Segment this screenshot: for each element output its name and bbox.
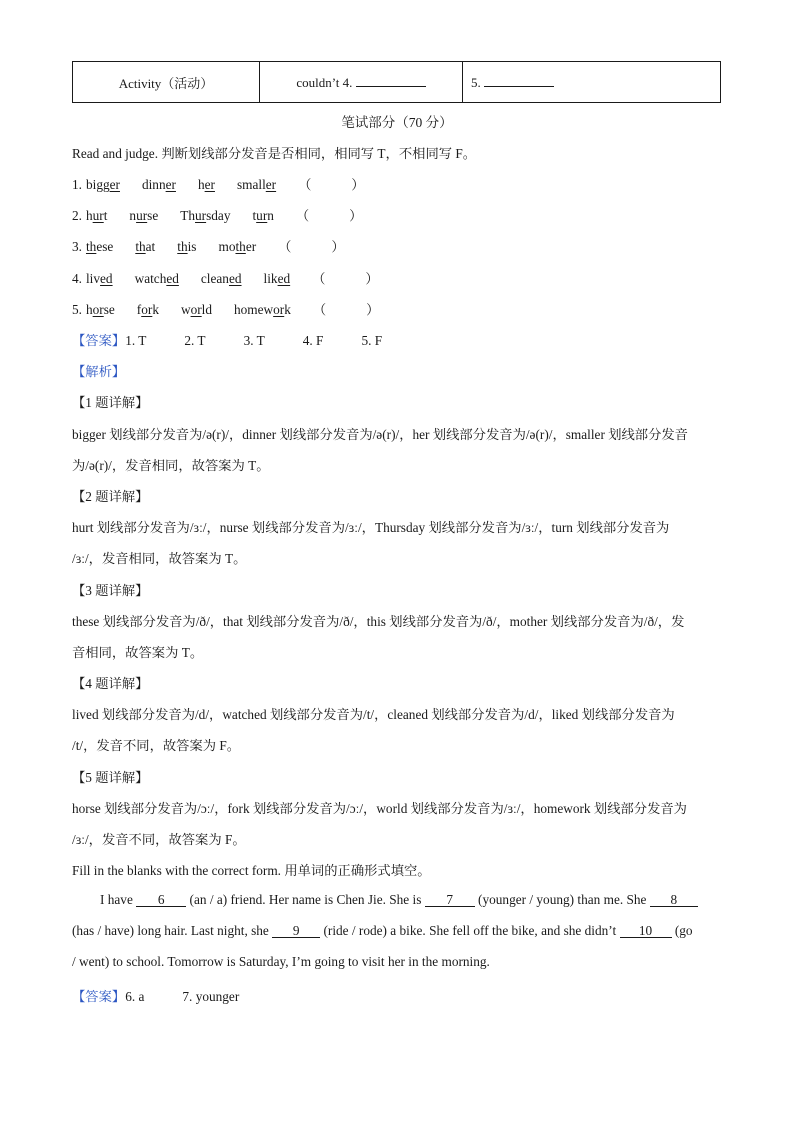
table-cell-couldnt: [260, 62, 463, 103]
underlined-part: th: [85, 239, 97, 254]
activity-table: [72, 61, 721, 103]
question-word: [86, 271, 113, 287]
detail-line: /ɜː/，发音不同，故答案为 F。: [72, 832, 246, 847]
blank-line: [356, 74, 426, 87]
underlined-part: ur: [136, 208, 148, 223]
question-line: [72, 268, 379, 287]
part2-instruction: Fill in the blanks with the correct form. 用单词的正确形式填空。: [72, 863, 431, 878]
blank-line: [484, 74, 554, 87]
underlined-part: ur: [92, 208, 104, 223]
underlined-part: or: [190, 302, 202, 317]
word-part: watch: [134, 271, 167, 286]
question-word: [177, 239, 196, 255]
question-number: 1.: [72, 177, 82, 192]
word-part: small: [236, 177, 266, 192]
word-part: n: [267, 208, 274, 223]
detail-line: hurt 划线部分发音为/ɜː/，nurse 划线部分发音为/ɜː/，Thursday 划线部分发音为/ɜː/，turn 划线部分发音为: [72, 520, 670, 535]
passage-text: (younger / young) than me. She: [474, 892, 650, 907]
answer-item: 6. a: [125, 989, 145, 1004]
word-part: h: [85, 208, 93, 223]
question-line: [72, 236, 345, 255]
underlined-part: th: [177, 239, 188, 254]
detail-tag: 【2 题详解】: [72, 489, 149, 504]
part1-instruction: Read and judge. 判断划线部分发音是否相同，相同写 T，不相同写 F。: [72, 146, 477, 161]
question-line: [72, 205, 362, 224]
answer-item: 4. F: [302, 333, 324, 348]
word-part: t: [252, 208, 257, 223]
word-part: liv: [85, 271, 101, 286]
question-number: 3.: [72, 239, 82, 254]
blank-7: 7: [425, 893, 475, 907]
question-word: [218, 239, 256, 255]
question-word: [237, 177, 276, 193]
answer-item: 2. T: [184, 333, 206, 348]
answer-row: [72, 330, 420, 349]
word-part: clean: [200, 271, 229, 286]
word-part: homew: [234, 302, 274, 317]
question-word: [234, 302, 291, 318]
word-part: at: [145, 239, 156, 254]
answer-item: 3. T: [243, 333, 265, 348]
word-part: t: [103, 208, 108, 223]
word-part: se: [147, 208, 159, 223]
word-part: k: [284, 302, 291, 317]
question-number: 2.: [72, 208, 82, 223]
word-part: is: [187, 239, 197, 254]
cell-label: 5.: [471, 74, 481, 90]
underlined-part: or: [92, 302, 104, 317]
question-word: [142, 177, 176, 193]
passage-line-2: [72, 923, 693, 939]
underlined-part: ur: [195, 208, 207, 223]
underlined-part: or: [273, 302, 285, 317]
question-word: [135, 239, 155, 255]
word-part: h: [85, 302, 93, 317]
word-part: dinn: [141, 177, 166, 192]
word-part: ld: [201, 302, 212, 317]
table-row: [73, 62, 721, 103]
word-part: w: [180, 302, 191, 317]
detail-line: bigger 划线部分发音为/ə(r)/，dinner 划线部分发音为/ə(r)/，her 划线部分发音为/ə(r)/，smaller 划线部分发音: [72, 427, 688, 442]
blank-6: 6: [136, 893, 186, 907]
detail-line: lived 划线部分发音为/d/，watched 划线部分发音为/t/，cleaned 划线部分发音为/d/，liked 划线部分发音为: [72, 707, 675, 722]
question-line: [72, 174, 365, 193]
question-word: [198, 177, 215, 193]
section-title: 笔试部分（70 分）: [341, 115, 453, 130]
blank-9: 9: [272, 924, 320, 938]
detail-line: these 划线部分发音为/ð/，that 划线部分发音为/ð/，this 划线部分发音为/ð/，mother 划线部分发音为/ð/，发: [72, 614, 685, 629]
word-part: Th: [180, 208, 196, 223]
underlined-part: er: [204, 177, 215, 192]
word-part: h: [197, 177, 205, 192]
table-cell-5: [463, 62, 721, 103]
underlined-part: ed: [228, 271, 242, 286]
answer-row-2: [72, 986, 277, 1005]
analysis-tag: 【解析】: [72, 364, 126, 379]
passage-text: (go: [671, 923, 693, 938]
detail-line: /t/，发音不同，故答案为 F。: [72, 738, 241, 753]
answer-tag: 【答案】: [72, 333, 126, 348]
word-part: er: [245, 239, 257, 254]
detail-line: /ɜː/，发音相同，故答案为 T。: [72, 551, 247, 566]
passage-text: (ride / rode) a bike. She fell off the bike, and she didn’t: [320, 923, 620, 938]
cell-label: couldn’t 4.: [296, 74, 353, 90]
answer-item: 7. younger: [182, 989, 240, 1004]
word-part: se: [103, 302, 115, 317]
detail-tag: 【4 题详解】: [72, 676, 149, 691]
underlined-part: er: [165, 177, 176, 192]
detail-tag: 【1 题详解】: [72, 395, 149, 410]
detail-line: horse 划线部分发音为/ɔː/，fork 划线部分发音为/ɔː/，world 划线部分发音为/ɜː/，homework 划线部分发音为: [72, 801, 687, 816]
answer-item: 1. T: [125, 333, 147, 348]
underlined-part: er: [109, 177, 120, 192]
underlined-part: er: [265, 177, 277, 192]
word-part: bigg: [85, 177, 110, 192]
question-word: [201, 271, 242, 287]
question-word: [86, 177, 120, 193]
word-part: sday: [206, 208, 231, 223]
word-part: mo: [218, 239, 236, 254]
question-word: [129, 208, 158, 224]
passage-text: I have: [100, 892, 137, 907]
underlined-part: th: [235, 239, 246, 254]
question-word: [86, 302, 115, 318]
underlined-part: ed: [166, 271, 179, 286]
word-part: n: [129, 208, 137, 223]
question-word: [180, 208, 230, 224]
question-word: [135, 271, 179, 287]
word-part: ese: [96, 239, 114, 254]
passage-text: (has / have) long hair. Last night, she: [72, 923, 273, 938]
answer-paren[interactable]: （ ）: [278, 239, 345, 254]
detail-line: 为/ə(r)/，发音相同，故答案为 T。: [72, 458, 270, 473]
question-word: [86, 239, 113, 255]
underlined-part: ur: [256, 208, 268, 223]
question-word: [137, 302, 159, 318]
question-word: [252, 208, 273, 224]
underlined-part: or: [141, 302, 153, 317]
word-part: f: [136, 302, 142, 317]
answer-paren[interactable]: （ ）: [295, 208, 363, 223]
answer-paren[interactable]: （ ）: [312, 302, 380, 317]
question-line: [72, 299, 379, 318]
detail-tag: 【5 题详解】: [72, 770, 149, 785]
passage-line-3: / went) to school. Tomorrow is Saturday, I’m going to visit her in the morning.: [72, 954, 490, 969]
question-word: [264, 271, 291, 287]
answer-item: 5. F: [361, 333, 383, 348]
passage-line-1: [100, 892, 698, 908]
passage-text: (an / a) friend. Her name is Chen Jie. She is: [186, 892, 425, 907]
blank-10: 10: [620, 924, 672, 938]
question-number: 4.: [72, 271, 82, 286]
question-word: [86, 208, 107, 224]
word-part: lik: [263, 271, 278, 286]
underlined-part: th: [135, 239, 146, 254]
underlined-part: ed: [100, 271, 113, 286]
answer-paren[interactable]: （ ）: [298, 177, 365, 192]
question-word: [181, 302, 212, 318]
word-part: k: [152, 302, 159, 317]
question-number: 5.: [72, 302, 82, 317]
answer-tag: 【答案】: [72, 989, 126, 1004]
detail-tag: 【3 题详解】: [72, 583, 149, 598]
underlined-part: ed: [277, 271, 291, 286]
detail-line: 音相同，故答案为 T。: [72, 645, 204, 660]
blank-8: 8: [650, 893, 698, 907]
answer-paren[interactable]: （ ）: [312, 271, 379, 286]
table-cell-activity: Activity（活动）: [73, 62, 260, 103]
